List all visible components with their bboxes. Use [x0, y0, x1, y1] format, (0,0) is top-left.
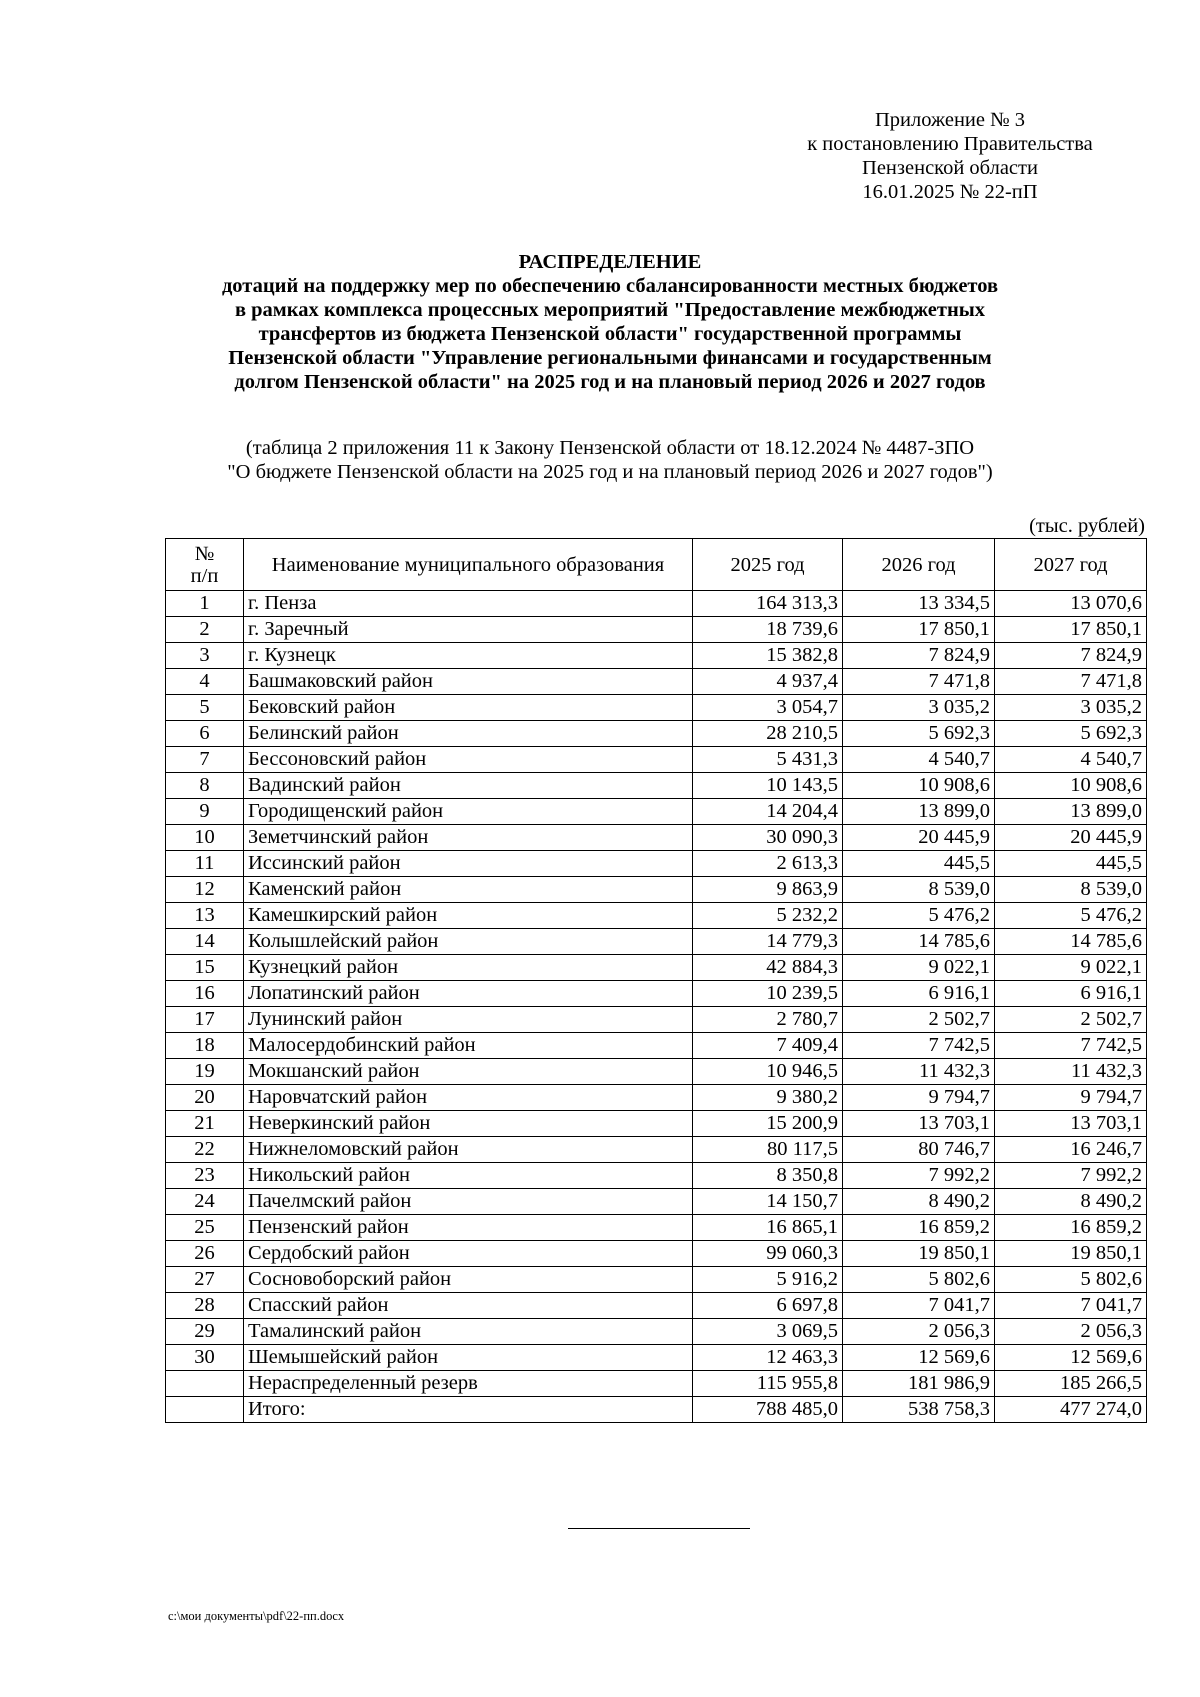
row-value-2025: 42 884,3 [693, 955, 843, 981]
table-row [166, 1345, 1147, 1371]
table-row [166, 1111, 1147, 1137]
row-number: 3 [166, 643, 244, 669]
row-value-2025: 5 431,3 [693, 747, 843, 773]
row-value-2025: 16 865,1 [693, 1215, 843, 1241]
row-municipality: Бековский район [244, 695, 693, 721]
row-value-2027: 3 035,2 [995, 695, 1147, 721]
table-row [166, 721, 1147, 747]
row-municipality: Тамалинский район [244, 1319, 693, 1345]
row-municipality: Колышлейский район [244, 929, 693, 955]
row-value-2026: 5 802,6 [843, 1267, 995, 1293]
row-municipality: Лунинский район [244, 1007, 693, 1033]
file-path: c:\мои документы\pdf\22-пп.docx [168, 1609, 345, 1623]
row-number [166, 1371, 244, 1397]
row-municipality: г. Заречный [244, 617, 693, 643]
row-value-2027: 13 899,0 [995, 799, 1147, 825]
table-row [166, 1319, 1147, 1345]
row-value-2025: 4 937,4 [693, 669, 843, 695]
row-value-2025: 8 350,8 [693, 1163, 843, 1189]
row-value-2026: 3 035,2 [843, 695, 995, 721]
table-row [166, 1371, 1147, 1397]
table-row [166, 1137, 1147, 1163]
row-value-2027: 477 274,0 [995, 1397, 1147, 1423]
table-row [166, 903, 1147, 929]
row-value-2026: 9 794,7 [843, 1085, 995, 1111]
row-number: 5 [166, 695, 244, 721]
row-value-2026: 7 992,2 [843, 1163, 995, 1189]
row-number: 17 [166, 1007, 244, 1033]
row-value-2026: 20 445,9 [843, 825, 995, 851]
row-value-2026: 6 916,1 [843, 981, 995, 1007]
row-value-2026: 13 334,5 [843, 591, 995, 617]
row-value-2025: 9 863,9 [693, 877, 843, 903]
table-row [166, 1293, 1147, 1319]
table-row [166, 1267, 1147, 1293]
row-number: 16 [166, 981, 244, 1007]
table-row [166, 669, 1147, 695]
row-municipality: Сосновоборский район [244, 1267, 693, 1293]
row-value-2025: 5 232,2 [693, 903, 843, 929]
header-number: № п/п [166, 539, 244, 591]
row-number: 10 [166, 825, 244, 851]
row-municipality: Камешкирский район [244, 903, 693, 929]
header-2025: 2025 год [693, 539, 843, 591]
row-value-2027: 2 502,7 [995, 1007, 1147, 1033]
row-value-2027: 7 471,8 [995, 669, 1147, 695]
row-municipality: Земетчинский район [244, 825, 693, 851]
row-number: 2 [166, 617, 244, 643]
row-number: 23 [166, 1163, 244, 1189]
row-value-2027: 445,5 [995, 851, 1147, 877]
row-value-2025: 80 117,5 [693, 1137, 843, 1163]
row-value-2026: 7 041,7 [843, 1293, 995, 1319]
table-row [166, 643, 1147, 669]
row-value-2027: 14 785,6 [995, 929, 1147, 955]
row-value-2027: 11 432,3 [995, 1059, 1147, 1085]
row-number: 11 [166, 851, 244, 877]
row-number: 12 [166, 877, 244, 903]
row-municipality: Лопатинский район [244, 981, 693, 1007]
table-row [166, 1085, 1147, 1111]
row-municipality: Кузнецкий район [244, 955, 693, 981]
row-value-2027: 7 992,2 [995, 1163, 1147, 1189]
row-number: 1 [166, 591, 244, 617]
row-value-2027: 10 908,6 [995, 773, 1147, 799]
table-row [166, 1059, 1147, 1085]
appendix-date-number: 16.01.2025 № 22-пП [862, 181, 1038, 203]
row-value-2025: 12 463,3 [693, 1345, 843, 1371]
row-value-2025: 10 946,5 [693, 1059, 843, 1085]
appendix-region: Пензенской области [862, 157, 1038, 179]
table-body [166, 591, 1147, 1423]
title-line-1: дотаций на поддержку мер по обеспечению сбалансированности местных бюджетов [221, 275, 999, 297]
row-value-2025: 15 200,9 [693, 1111, 843, 1137]
row-value-2026: 17 850,1 [843, 617, 995, 643]
row-value-2026: 13 703,1 [843, 1111, 995, 1137]
row-value-2025: 14 150,7 [693, 1189, 843, 1215]
row-value-2026: 2 502,7 [843, 1007, 995, 1033]
row-value-2026: 13 899,0 [843, 799, 995, 825]
row-municipality: Вадинский район [244, 773, 693, 799]
row-municipality: Бессоновский район [244, 747, 693, 773]
row-number: 26 [166, 1241, 244, 1267]
row-number: 29 [166, 1319, 244, 1345]
row-number: 19 [166, 1059, 244, 1085]
row-municipality: Мокшанский район [244, 1059, 693, 1085]
row-value-2027: 17 850,1 [995, 617, 1147, 643]
row-municipality: г. Пенза [244, 591, 693, 617]
row-value-2026: 4 540,7 [843, 747, 995, 773]
row-value-2026: 7 742,5 [843, 1033, 995, 1059]
row-value-2027: 16 246,7 [995, 1137, 1147, 1163]
distribution-table [165, 538, 1147, 1423]
title-heading: РАСПРЕДЕЛЕНИЕ [518, 251, 702, 273]
table-header-row [166, 539, 1147, 591]
row-value-2026: 2 056,3 [843, 1319, 995, 1345]
row-value-2027: 6 916,1 [995, 981, 1147, 1007]
row-value-2025: 5 916,2 [693, 1267, 843, 1293]
row-number: 25 [166, 1215, 244, 1241]
title-line-3: трансфертов из бюджета Пензенской области" государственной программы [258, 323, 962, 345]
row-number: 4 [166, 669, 244, 695]
row-number: 9 [166, 799, 244, 825]
title-line-4: Пензенской области "Управление региональными финансами и государственным [228, 347, 992, 369]
row-municipality: Малосердобинский район [244, 1033, 693, 1059]
row-number: 22 [166, 1137, 244, 1163]
row-value-2025: 3 054,7 [693, 695, 843, 721]
source-note [150, 436, 1070, 484]
table-row [166, 617, 1147, 643]
row-value-2027: 9 794,7 [995, 1085, 1147, 1111]
header-municipality: Наименование муниципального образования [244, 539, 693, 591]
header-2026: 2026 год [843, 539, 995, 591]
row-value-2027: 7 742,5 [995, 1033, 1147, 1059]
row-value-2026: 7 824,9 [843, 643, 995, 669]
row-value-2026: 181 986,9 [843, 1371, 995, 1397]
row-value-2027: 4 540,7 [995, 747, 1147, 773]
source-line-2: "О бюджете Пензенской области на 2025 год и на плановый период 2026 и 2027 годов") [227, 461, 993, 483]
row-value-2025: 6 697,8 [693, 1293, 843, 1319]
row-municipality: Башмаковский район [244, 669, 693, 695]
end-divider [568, 1528, 750, 1529]
table-row [166, 851, 1147, 877]
table-row [166, 591, 1147, 617]
row-value-2026: 445,5 [843, 851, 995, 877]
row-municipality: Городищенский район [244, 799, 693, 825]
row-value-2027: 8 539,0 [995, 877, 1147, 903]
row-value-2027: 5 692,3 [995, 721, 1147, 747]
row-value-2027: 19 850,1 [995, 1241, 1147, 1267]
row-value-2025: 14 204,4 [693, 799, 843, 825]
row-value-2025: 10 239,5 [693, 981, 843, 1007]
row-number: 8 [166, 773, 244, 799]
row-value-2026: 9 022,1 [843, 955, 995, 981]
row-number: 13 [166, 903, 244, 929]
table-row [166, 1033, 1147, 1059]
row-value-2025: 9 380,2 [693, 1085, 843, 1111]
row-municipality: Сердобский район [244, 1241, 693, 1267]
table-row [166, 981, 1147, 1007]
table-row [166, 877, 1147, 903]
row-value-2027: 2 056,3 [995, 1319, 1147, 1345]
row-value-2027: 12 569,6 [995, 1345, 1147, 1371]
row-value-2025: 788 485,0 [693, 1397, 843, 1423]
row-value-2025: 3 069,5 [693, 1319, 843, 1345]
table-row [166, 825, 1147, 851]
row-municipality: г. Кузнецк [244, 643, 693, 669]
table-row [166, 1215, 1147, 1241]
row-value-2026: 80 746,7 [843, 1137, 995, 1163]
row-value-2026: 5 692,3 [843, 721, 995, 747]
row-number [166, 1397, 244, 1423]
row-value-2025: 7 409,4 [693, 1033, 843, 1059]
row-value-2027: 8 490,2 [995, 1189, 1147, 1215]
table-row [166, 1189, 1147, 1215]
appendix-reference [760, 108, 1140, 204]
row-municipality: Иссинский район [244, 851, 693, 877]
row-municipality: Белинский район [244, 721, 693, 747]
row-municipality: Никольский район [244, 1163, 693, 1189]
table-row [166, 695, 1147, 721]
table-row [166, 1163, 1147, 1189]
row-number: 24 [166, 1189, 244, 1215]
row-number: 18 [166, 1033, 244, 1059]
row-value-2027: 5 476,2 [995, 903, 1147, 929]
row-number: 21 [166, 1111, 244, 1137]
row-municipality: Нераспределенный резерв [244, 1371, 693, 1397]
header-2027: 2027 год [995, 539, 1147, 591]
row-value-2026: 7 471,8 [843, 669, 995, 695]
appendix-decree: к постановлению Правительства [807, 133, 1093, 155]
units-label: (тыс. рублей) [1029, 515, 1145, 537]
row-value-2025: 10 143,5 [693, 773, 843, 799]
row-value-2026: 8 539,0 [843, 877, 995, 903]
row-number: 7 [166, 747, 244, 773]
row-value-2025: 164 313,3 [693, 591, 843, 617]
table-row [166, 1007, 1147, 1033]
table-row [166, 1397, 1147, 1423]
row-value-2025: 2 613,3 [693, 851, 843, 877]
row-value-2027: 13 703,1 [995, 1111, 1147, 1137]
row-value-2025: 15 382,8 [693, 643, 843, 669]
row-municipality: Шемышейский район [244, 1345, 693, 1371]
table-row [166, 799, 1147, 825]
row-municipality: Неверкинский район [244, 1111, 693, 1137]
table-row [166, 955, 1147, 981]
row-value-2027: 7 824,9 [995, 643, 1147, 669]
row-value-2027: 13 070,6 [995, 591, 1147, 617]
row-number: 30 [166, 1345, 244, 1371]
row-value-2027: 9 022,1 [995, 955, 1147, 981]
row-number: 14 [166, 929, 244, 955]
title-line-5: долгом Пензенской области" на 2025 год и на плановый период 2026 и 2027 годов [234, 371, 986, 393]
table-row [166, 1241, 1147, 1267]
row-value-2026: 5 476,2 [843, 903, 995, 929]
row-value-2026: 538 758,3 [843, 1397, 995, 1423]
row-number: 15 [166, 955, 244, 981]
source-line-1: (таблица 2 приложения 11 к Закону Пензенской области от 18.12.2024 № 4487-ЗПО [245, 437, 975, 459]
row-municipality: Пачелмский район [244, 1189, 693, 1215]
row-value-2025: 2 780,7 [693, 1007, 843, 1033]
row-value-2025: 99 060,3 [693, 1241, 843, 1267]
row-value-2026: 16 859,2 [843, 1215, 995, 1241]
title-line-2: в рамках комплекса процессных мероприятий "Предоставление межбюджетных [234, 299, 986, 321]
row-value-2025: 14 779,3 [693, 929, 843, 955]
row-municipality: Итого: [244, 1397, 693, 1423]
row-value-2025: 30 090,3 [693, 825, 843, 851]
row-municipality: Пензенский район [244, 1215, 693, 1241]
row-municipality: Каменский район [244, 877, 693, 903]
table-row [166, 929, 1147, 955]
row-value-2025: 115 955,8 [693, 1371, 843, 1397]
row-value-2026: 14 785,6 [843, 929, 995, 955]
row-number: 6 [166, 721, 244, 747]
row-value-2027: 16 859,2 [995, 1215, 1147, 1241]
row-value-2026: 19 850,1 [843, 1241, 995, 1267]
table-row [166, 747, 1147, 773]
table-row [166, 773, 1147, 799]
row-value-2027: 20 445,9 [995, 825, 1147, 851]
row-value-2025: 18 739,6 [693, 617, 843, 643]
row-value-2026: 10 908,6 [843, 773, 995, 799]
row-value-2027: 185 266,5 [995, 1371, 1147, 1397]
row-municipality: Нижнеломовский район [244, 1137, 693, 1163]
row-value-2026: 11 432,3 [843, 1059, 995, 1085]
row-value-2026: 12 569,6 [843, 1345, 995, 1371]
row-value-2025: 28 210,5 [693, 721, 843, 747]
row-value-2027: 7 041,7 [995, 1293, 1147, 1319]
row-number: 27 [166, 1267, 244, 1293]
row-municipality: Наровчатский район [244, 1085, 693, 1111]
row-value-2027: 5 802,6 [995, 1267, 1147, 1293]
row-number: 20 [166, 1085, 244, 1111]
appendix-number: Приложение № 3 [874, 109, 1026, 131]
row-municipality: Спасский район [244, 1293, 693, 1319]
document-title [150, 250, 1070, 394]
row-value-2026: 8 490,2 [843, 1189, 995, 1215]
row-number: 28 [166, 1293, 244, 1319]
